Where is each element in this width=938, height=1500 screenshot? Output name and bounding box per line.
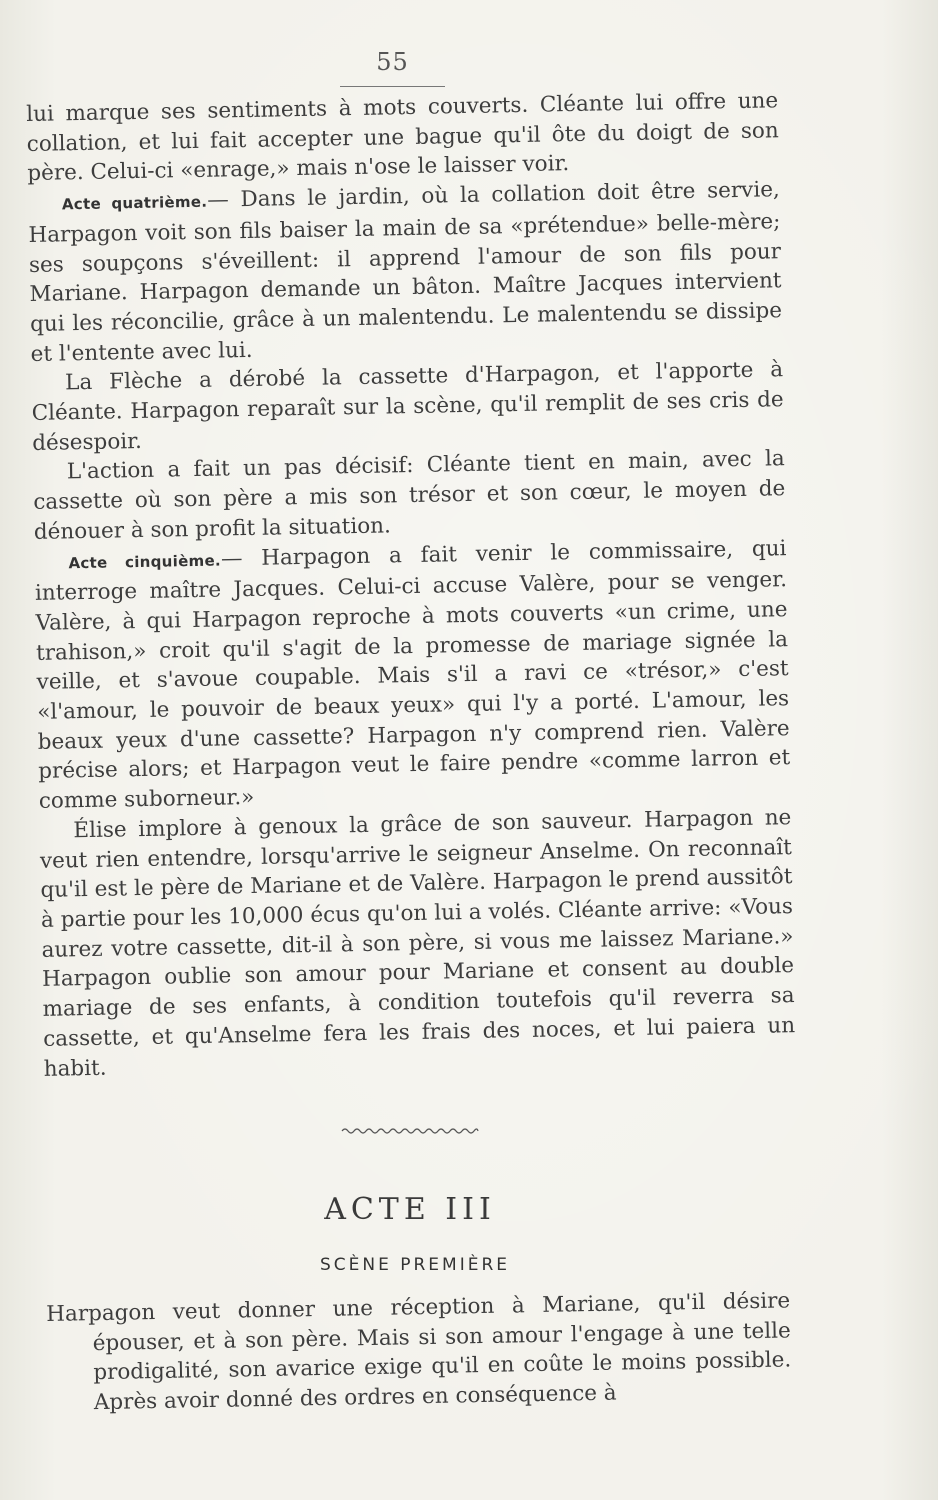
act-summaries	[26, 86, 796, 1084]
paragraph-la-fleche	[31, 356, 785, 459]
page-number: 55	[340, 48, 445, 87]
paragraph-text: lui marque ses sentiments à mots couverts. Cléante lui offre une collation, et lui fait accepter une bague qu'il ôte du doigt de son père. Celui-ci «enrage,» mais n'ose le laisser voir.	[26, 88, 779, 187]
acte-heading: ACTE III	[324, 1192, 496, 1227]
paragraph-1-continuation	[26, 86, 780, 189]
paragraph-text: — Dans le jardin, où la collation doit être servie, Harpagon voit son fils baiser la main de sa «prétendue» belle-mère; ses soupçons s'éveillent: il apprend l'amour de son fils pour Mariane. Harpagon demande un bâton. Maître Jacques intervient qui les réconcilie, grâce à un malentendu. Le malentendu se dissipe et l'entente avec lui.	[28, 177, 783, 367]
paragraph-text: La Flèche a dérobé la cassette d'Harpagon, et l'apporte à Cléante. Harpagon reparaît sur la scène, qu'il remplit de ses cris de désespoir.	[31, 357, 784, 456]
paragraph-text: — Harpagon a fait venir le commissaire, qui interroge maître Jacques. Celui-ci accuse Valère, pour se venger. Valère, à qui Harpagon reproche à mots couverts «un crime, une trahison,» croit qu'il s'agit de la promesse de mariage signée la veille, et s'avoue coupable. Mais s'il a ravi ce «trésor,» c'est «l'amour, le pouvoir de beaux yeux» qui l'y a porté. L'amour, les beaux yeux d'une cassette? Harpagon n'y comprend rien. Valère précise alors; et Harpagon veut le faire pendre «comme larron et comme suborneur.»	[34, 535, 791, 815]
act-label: Acte cinquième.	[68, 551, 222, 572]
paragraph-acte-cinquieme	[34, 534, 791, 817]
paragraph-text: L'action a fait un pas décisif: Cléante tient en main, avec la cassette où son père a mis son trésor et son cœur, le moyen de dénouer à son profit la situation.	[33, 446, 786, 545]
paragraph-acte-quatrieme	[28, 175, 783, 369]
wavy-rule-ornament	[340, 1126, 480, 1136]
paragraph-text: Élise implore à genoux la grâce de son sauveur. Harpagon ne veut rien entendre, lorsqu'arrive le seigneur Anselme. On reconnaît qu'il est le père de Mariane et de Valère. Harpagon le prend aussitôt à partie pour les 10,000 écus qu'on lui a volés. Cléante arrive: «Vous aurez votre cassette, dit-il à son père, si vous me laissez Mariane.» Harpagon oublie son amour pour Mariane et consent au double mariage de ses enfants, à condition toutefois qu'il reverra sa cassette, et qu'Anselme fera les frais des noces, et lui paiera un habit.	[39, 804, 796, 1082]
paragraph-elise	[39, 803, 796, 1084]
scene-summary: Harpagon veut donner une réception à Mariane, qu'il désire épouser, et à son père. Mais si son amour l'engage à une telle prodigalité, son avarice exige qu'il en coûte le moins possible. Après avoir donné des ordres en conséquence à	[46, 1288, 792, 1416]
scene-heading: SCÈNE PREMIÈRE	[319, 1255, 511, 1275]
paragraph-action-decisive	[33, 445, 787, 548]
act-label: Acte quatrième.	[61, 192, 208, 214]
